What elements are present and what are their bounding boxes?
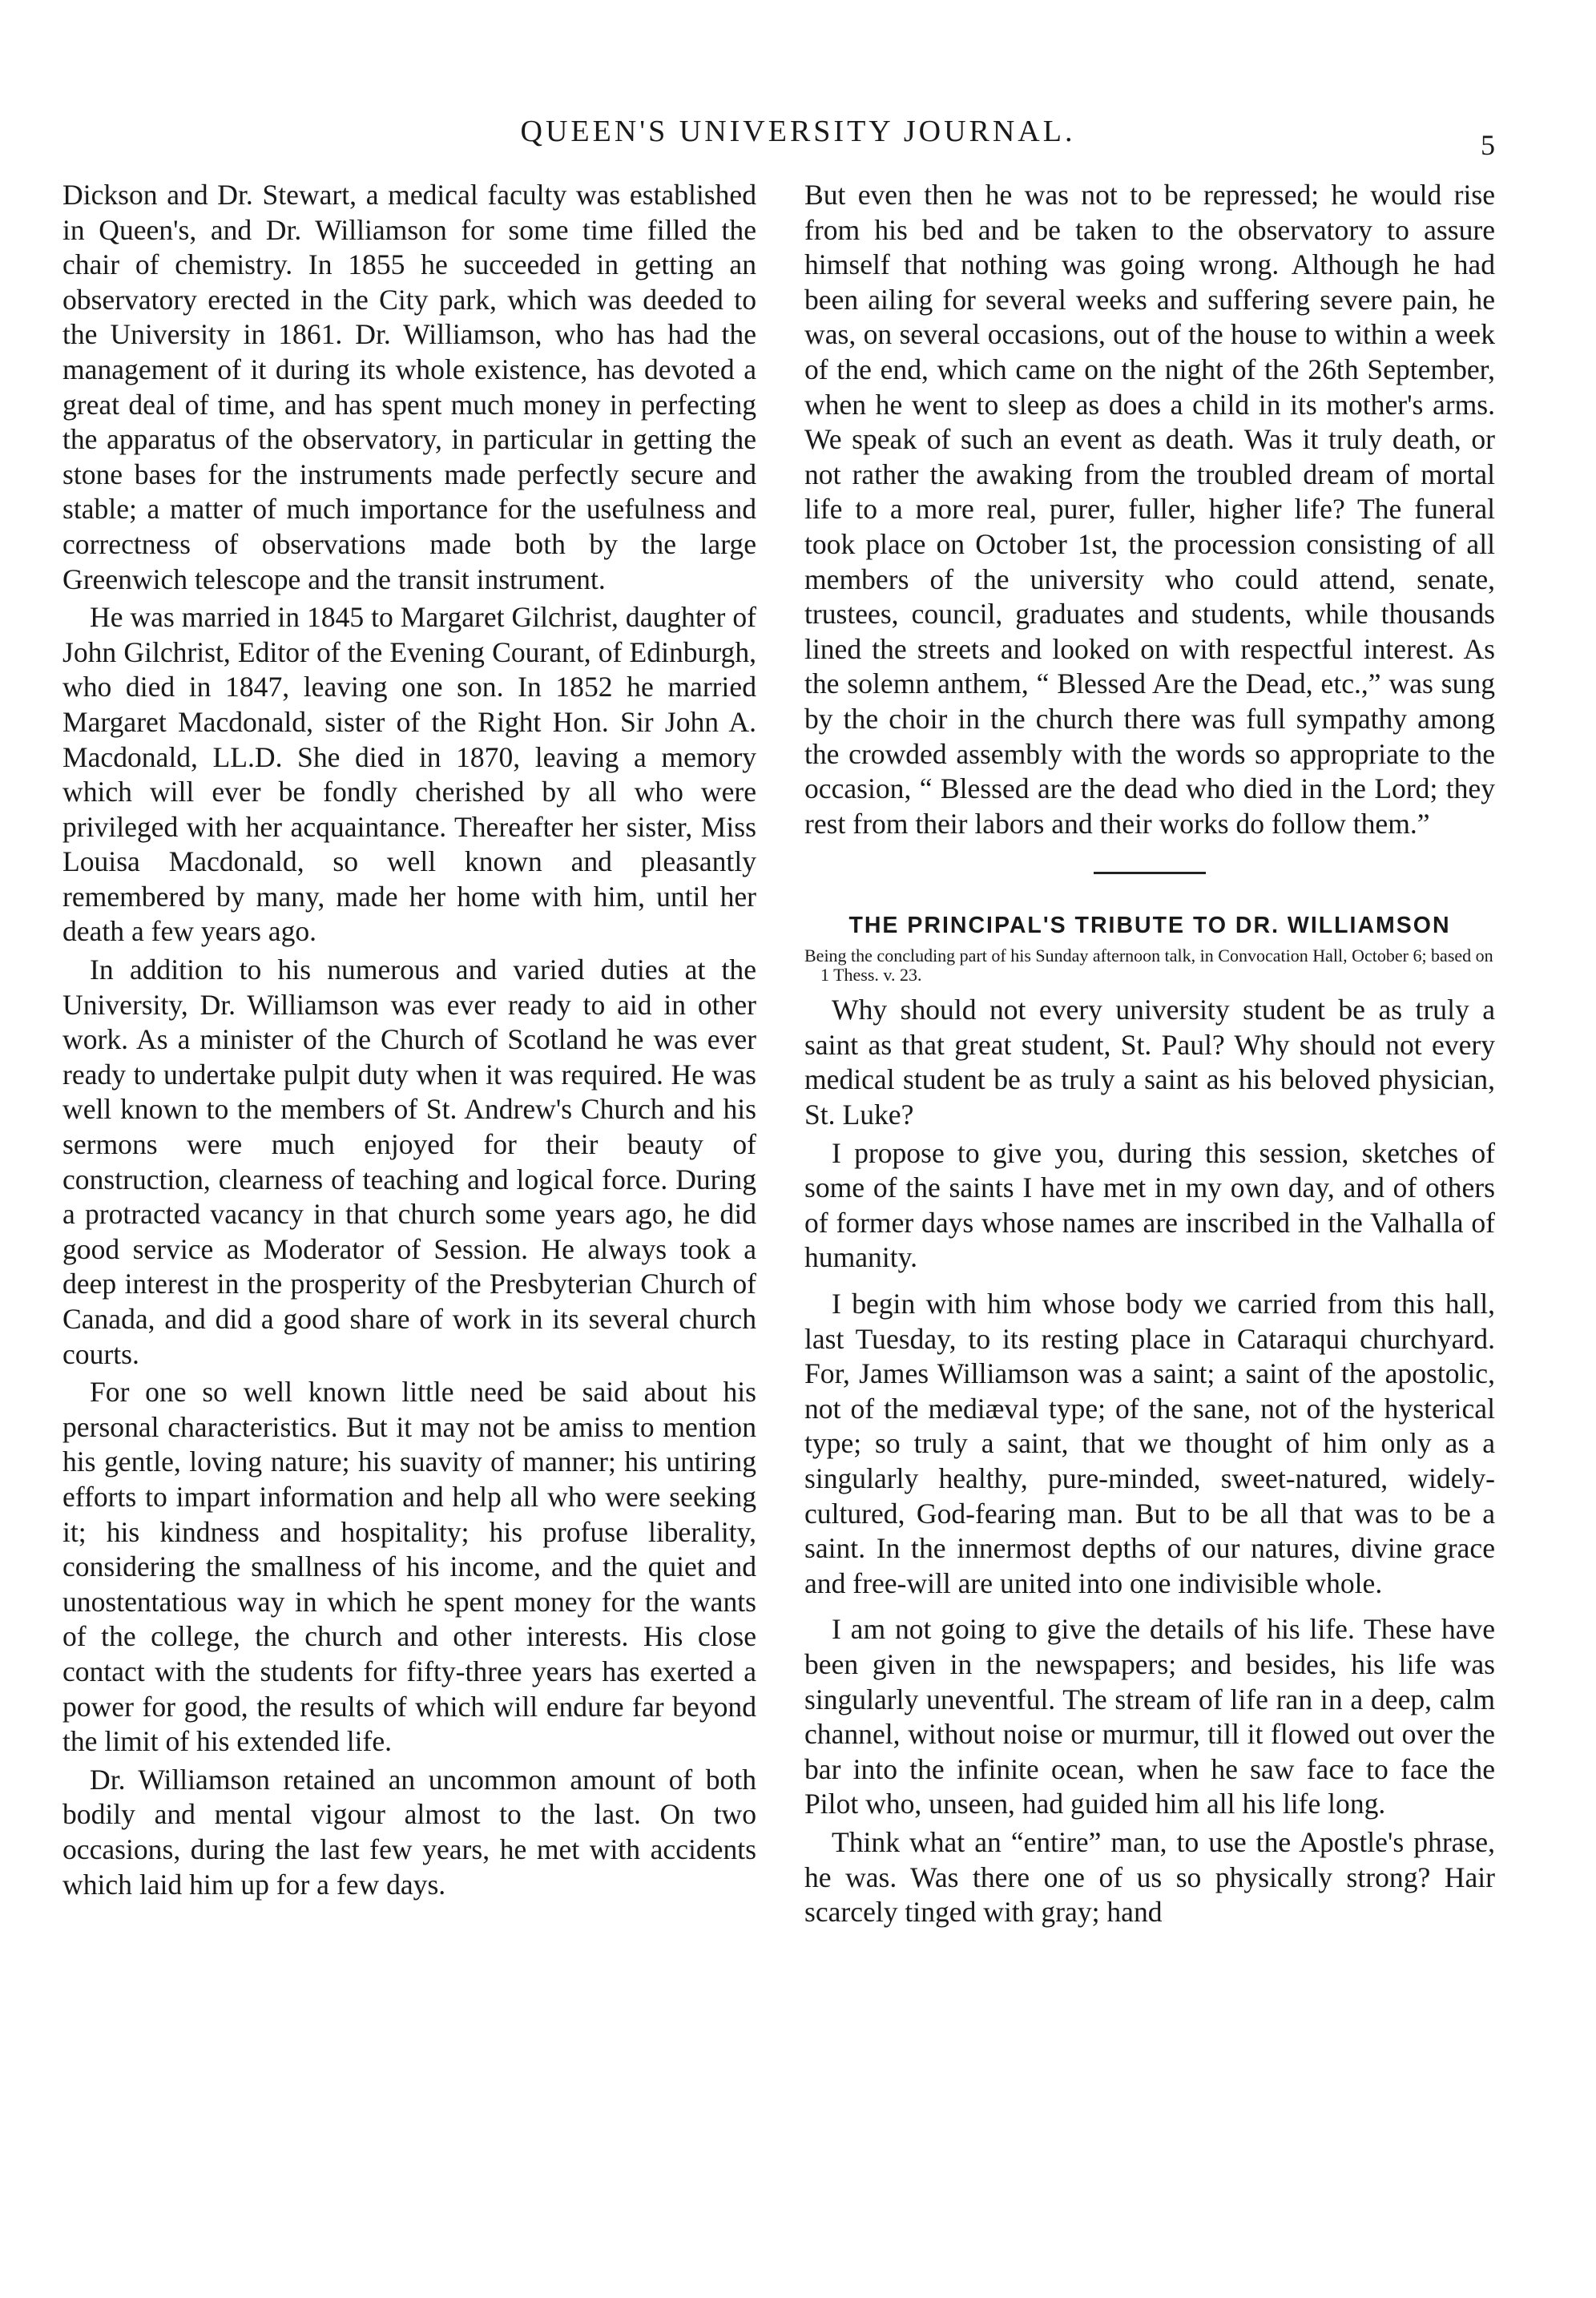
paragraph: In addition to his numerous and varied duties at the University, Dr. Williamson was ever ready to aid in other work. As a minister of the Church of Scotland he was ever ready to undertake pulpit duty when it was required. He was well known to the members of St. Andrew's Church and his sermons were much enjoyed for their beauty of construction, clearness of teaching and logical force. During a protracted vacancy in that church some years ago, he did good service as Moderator of Session. He always took a deep interest in the prosperity of the Presbyterian Church of Canada, and did a good share of work in its several church courts. xyxy=(62,953,756,1370)
right-column xyxy=(804,178,1495,1930)
paragraph: For one so well known little need be said about his personal characteristics. But it may not be amiss to mention his gentle, loving nature; his suavity of manner; his untiring efforts to impart information and help all who were seeking it; his kindness and hospitality; his profuse liberality, considering the smallness of his income, and the quiet and unostentatious way in which he spent money for the wants of the college, the church and other interests. His close contact with the students for fifty-three years has exerted a power for good, the results of which will endure far beyond the limit of his extended life. xyxy=(62,1376,756,1758)
paragraph: But even then he was not to be repressed; he would rise from his bed and be taken to the observatory to assure himself that nothing was going wrong. Although he had been ailing for several weeks and suffering severe pain, he was, on several occasions, out of the house to within a week of the end, which came on the night of the 26th September, when he went to sleep as does a child in its mother's arms. We speak of such an event as death. Was it truly death, or not rather the awaking from the troubled dream of mortal life to a more real, purer, fuller, higher life? The funeral took place on October 1st, the procession consisting of all members of the university who could attend, senate, trustees, council, graduates and students, while thousands lined the streets and looked on with respectful interest. As the solemn anthem, “ Blessed Are the Dead, etc.,” was sung by the choir in the church there was full sympathy among the crowded assembly with the words so appropriate to the occasion, “ Blessed are the dead who died in the Lord; they rest from their labors and their works do follow them.” xyxy=(804,179,1495,840)
paragraph: Think what an “entire” man, to use the Apostle's phrase, he was. Was there one of us so physically strong? Hair scarcely tinged with gray; hand xyxy=(804,1825,1495,1929)
paragraph: I begin with him whose body we carried from this hall, last Tuesday, to its resting place in Cataraqui churchyard. For, James Williamson was a saint; a saint of the apostolic, not of the mediæval type; of the sane, not of the hysterical type; so truly a saint, that we thought of him only as a singularly healthy, pure-minded, sweet-natured, widely-cultured, God-fearing man. But to be all that was to be a saint. In the innermost depths of our natures, divine grace and free-will are united into one indivisible whole. xyxy=(804,1288,1495,1599)
left-column xyxy=(62,178,756,1902)
page-number: 5 xyxy=(1481,129,1495,161)
paragraph: Dickson and Dr. Stewart, a medical faculty was established in Queen's, and Dr. Williamson for some time filled the chair of chemistry. In 1855 he succeeded in getting an observatory erected in the City park, which was deeded to the University in 1861. Dr. Williamson, who has had the management of it during its whole existence, has devoted a great deal of time, and has spent much money in perfecting the apparatus of the observatory, in particular in getting the stone bases for the instruments made perfectly secure and stable; a matter of much importance for the usefulness and correctness of observations made both by the large Greenwich telescope and the transit instrument. xyxy=(62,179,756,595)
article-heading: THE PRINCIPAL'S TRIBUTE TO DR. WILLIAMSON xyxy=(848,913,1451,939)
paragraph: I am not going to give the details of his life. These have been given in the newspapers; and besides, his life was singularly uneventful. The stream of life ran in a deep, calm channel, without noise or murmur, till it flowed out over the bar into the infinite ocean, when he saw face to face the Pilot who, unseen, had guided him all his life long. xyxy=(804,1613,1495,1820)
article-subheading: Being the concluding part of his Sunday afternoon talk, in Convocation Hall, October 6; based on 1 Thess. v. 23. xyxy=(804,945,1493,986)
running-title: QUEEN'S UNIVERSITY JOURNAL. xyxy=(520,115,1076,148)
section-divider xyxy=(1094,872,1206,874)
paragraph: He was married in 1845 to Margaret Gilchrist, daughter of John Gilchrist, Editor of the Evening Courant, of Edinburgh, who died in 1847, leaving one son. In 1852 he married Margaret Macdonald, sister of the Right Hon. Sir John A. Macdonald, LL.D. She died in 1870, leaving a memory which will ever be fondly cherished by all who were privileged with her acquaintance. Thereafter her sister, Miss Louisa Macdonald, so well known and pleasantly remembered by many, made her home with him, until her death a few years ago. xyxy=(62,601,756,948)
paragraph: Why should not every university student be as truly a saint as that great student, St. Paul? Why should not every medical student be as truly a saint as his beloved physician, St. Luke? xyxy=(804,994,1495,1131)
paragraph: I propose to give you, during this session, sketches of some of the saints I have met in my own day, and of others of former days whose names are inscribed in the Valhalla of humanity. xyxy=(804,1136,1495,1274)
paragraph: Dr. Williamson retained an uncommon amount of both bodily and mental vigour almost to the last. On two occasions, during the last few years, he met with accidents which laid him up for a few days. xyxy=(62,1763,756,1901)
